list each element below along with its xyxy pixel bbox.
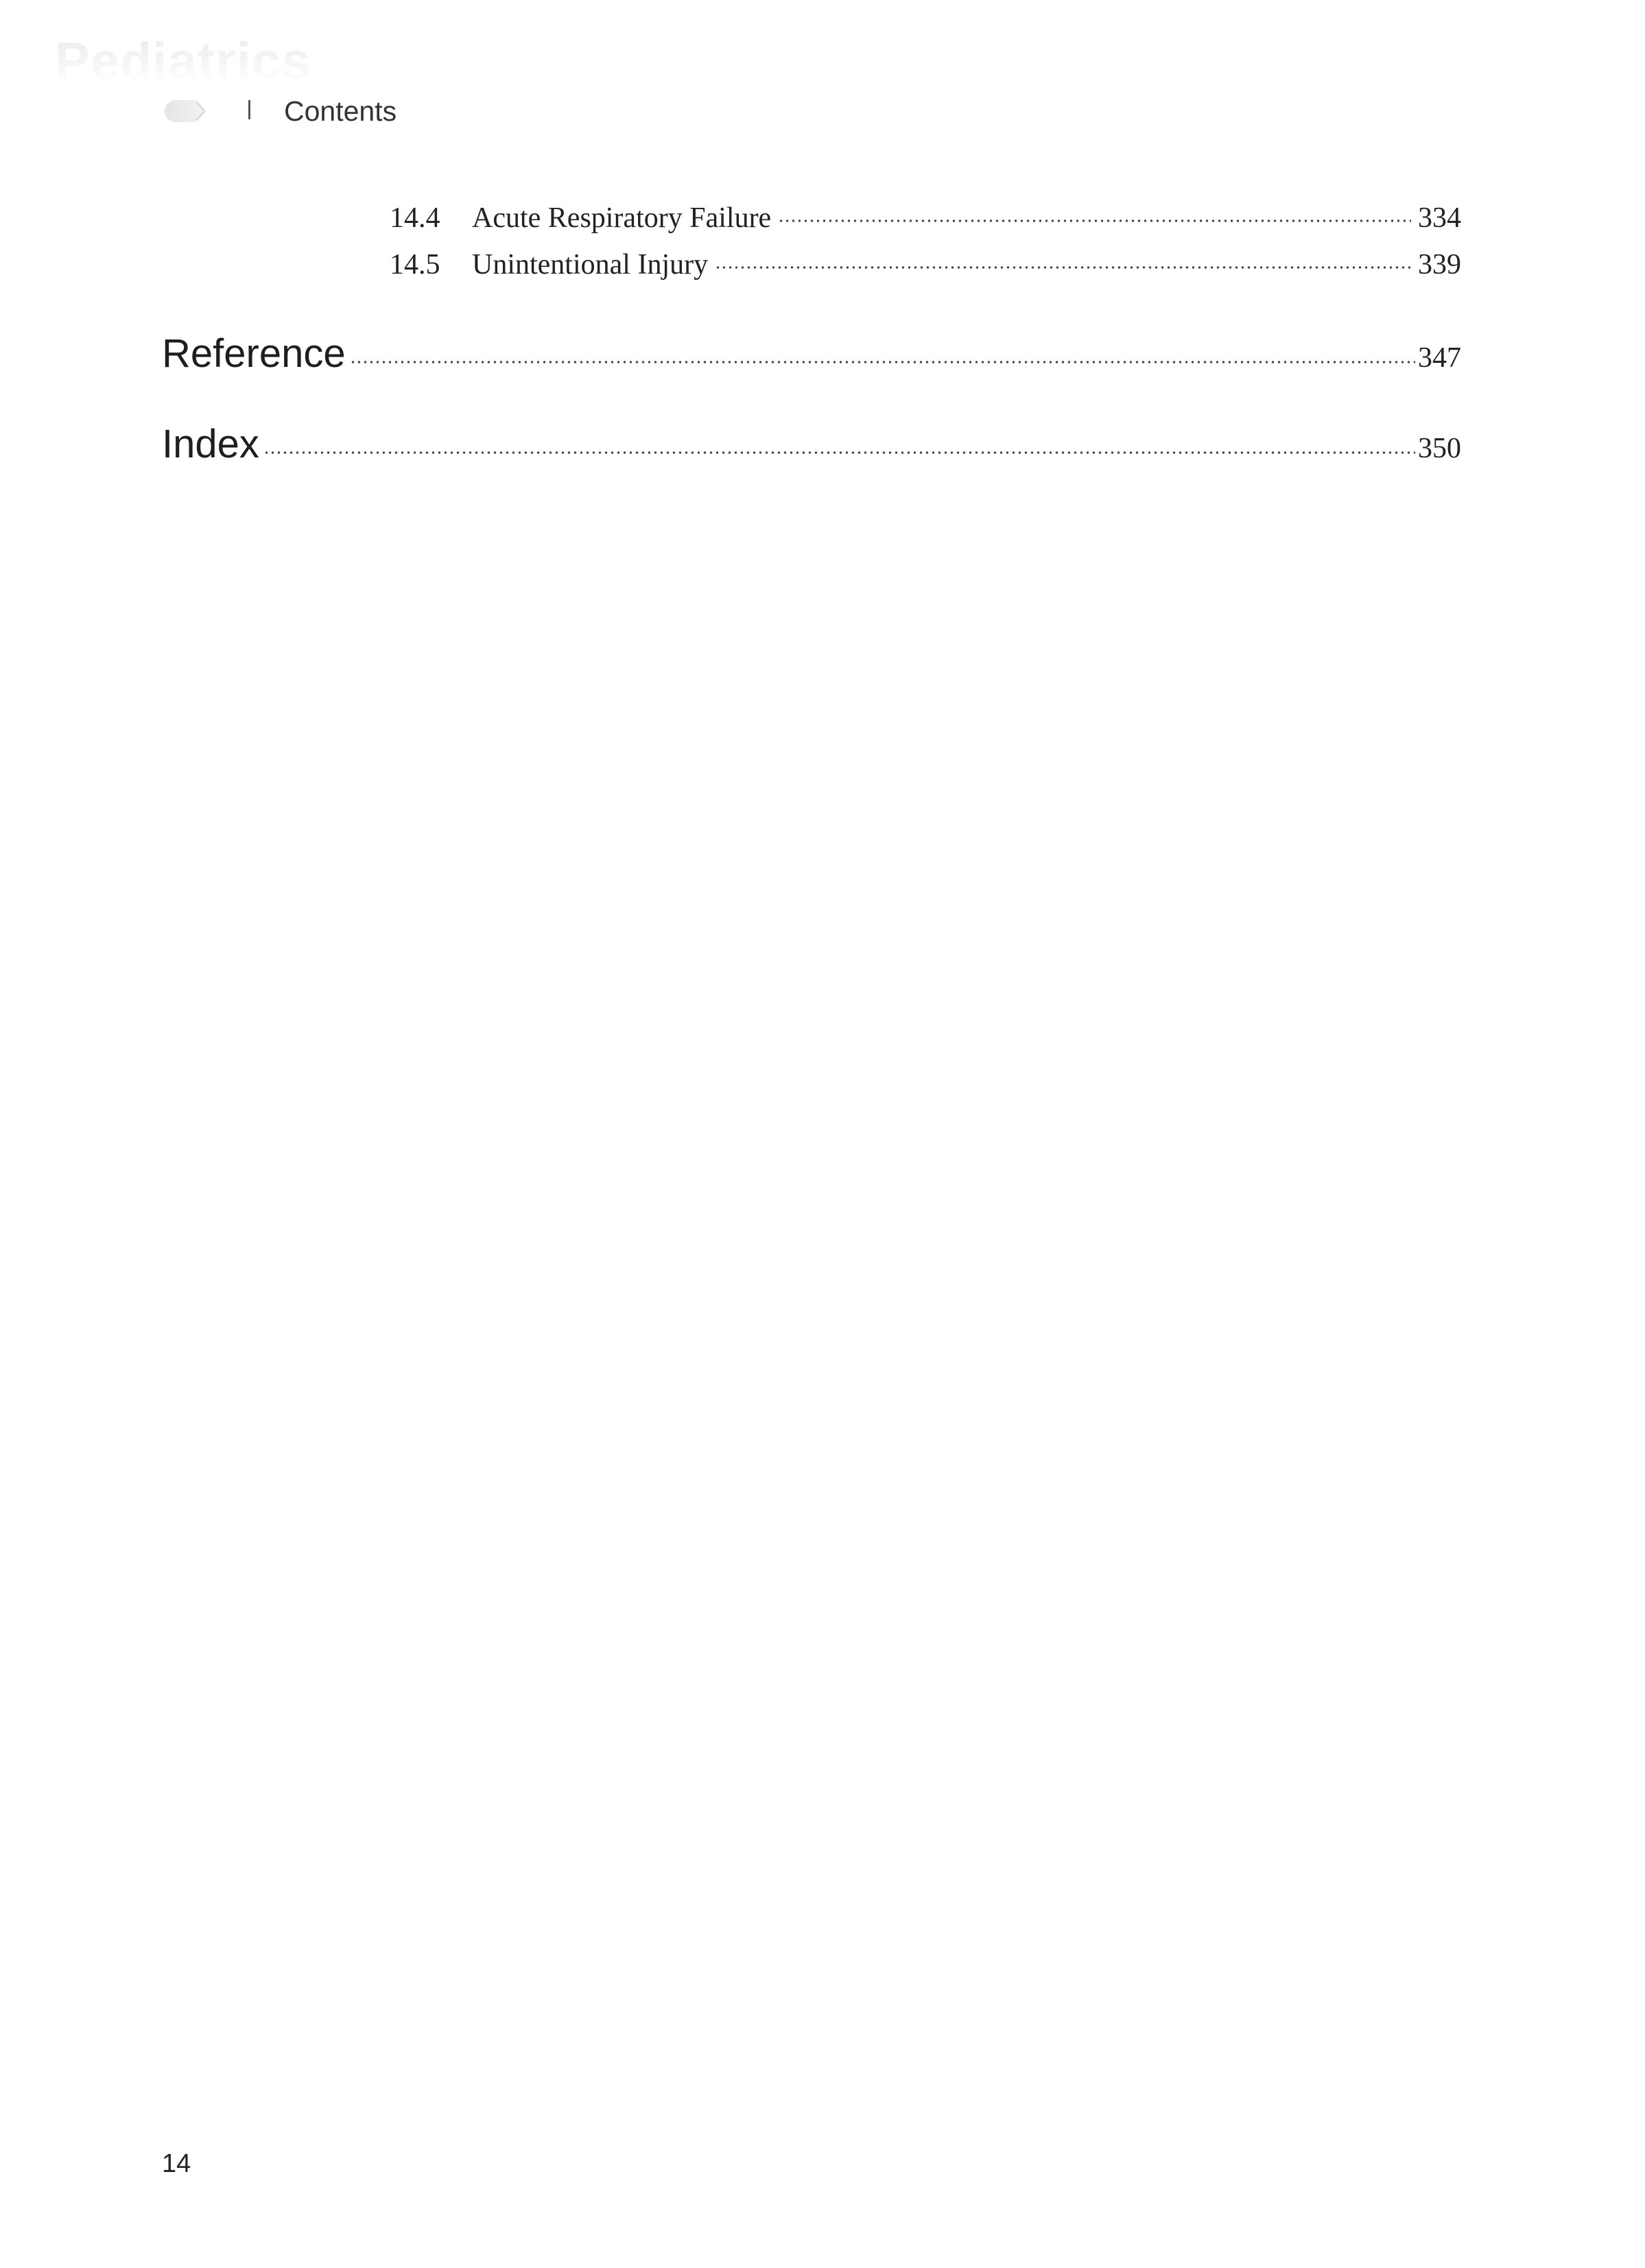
toc-entry-title: Acute Respiratory Failure [472, 202, 772, 234]
toc-entry-14-4[interactable] [390, 198, 1461, 239]
running-header-title: Contents [284, 95, 397, 127]
toc-entry-number: 14.5 [390, 249, 440, 280]
page-number: 14 [162, 2149, 191, 2178]
toc-entry-title: Reference [162, 331, 346, 376]
dot-leader [715, 266, 1411, 269]
toc-entry-14-5[interactable] [390, 244, 1461, 285]
header-separator [248, 100, 250, 119]
toc-entry-title: Unintentional Injury [472, 249, 709, 280]
toc-entry-page: 339 [1418, 249, 1461, 280]
toc-entry-title: Index [162, 422, 259, 466]
toc-entry-reference[interactable] [162, 326, 1461, 381]
header-chevron-icon [162, 97, 210, 125]
toc-entry-page: 350 [1418, 433, 1461, 464]
toc-entry-page: 334 [1418, 202, 1461, 234]
dot-leader [778, 219, 1411, 222]
dot-leader [263, 451, 1415, 454]
dot-leader [350, 361, 1415, 363]
book-title-watermark: Pediatrics [55, 36, 311, 84]
toc-entry-number: 14.4 [390, 202, 440, 234]
toc-entry-index[interactable] [162, 417, 1461, 472]
toc-entry-page: 347 [1418, 342, 1461, 374]
